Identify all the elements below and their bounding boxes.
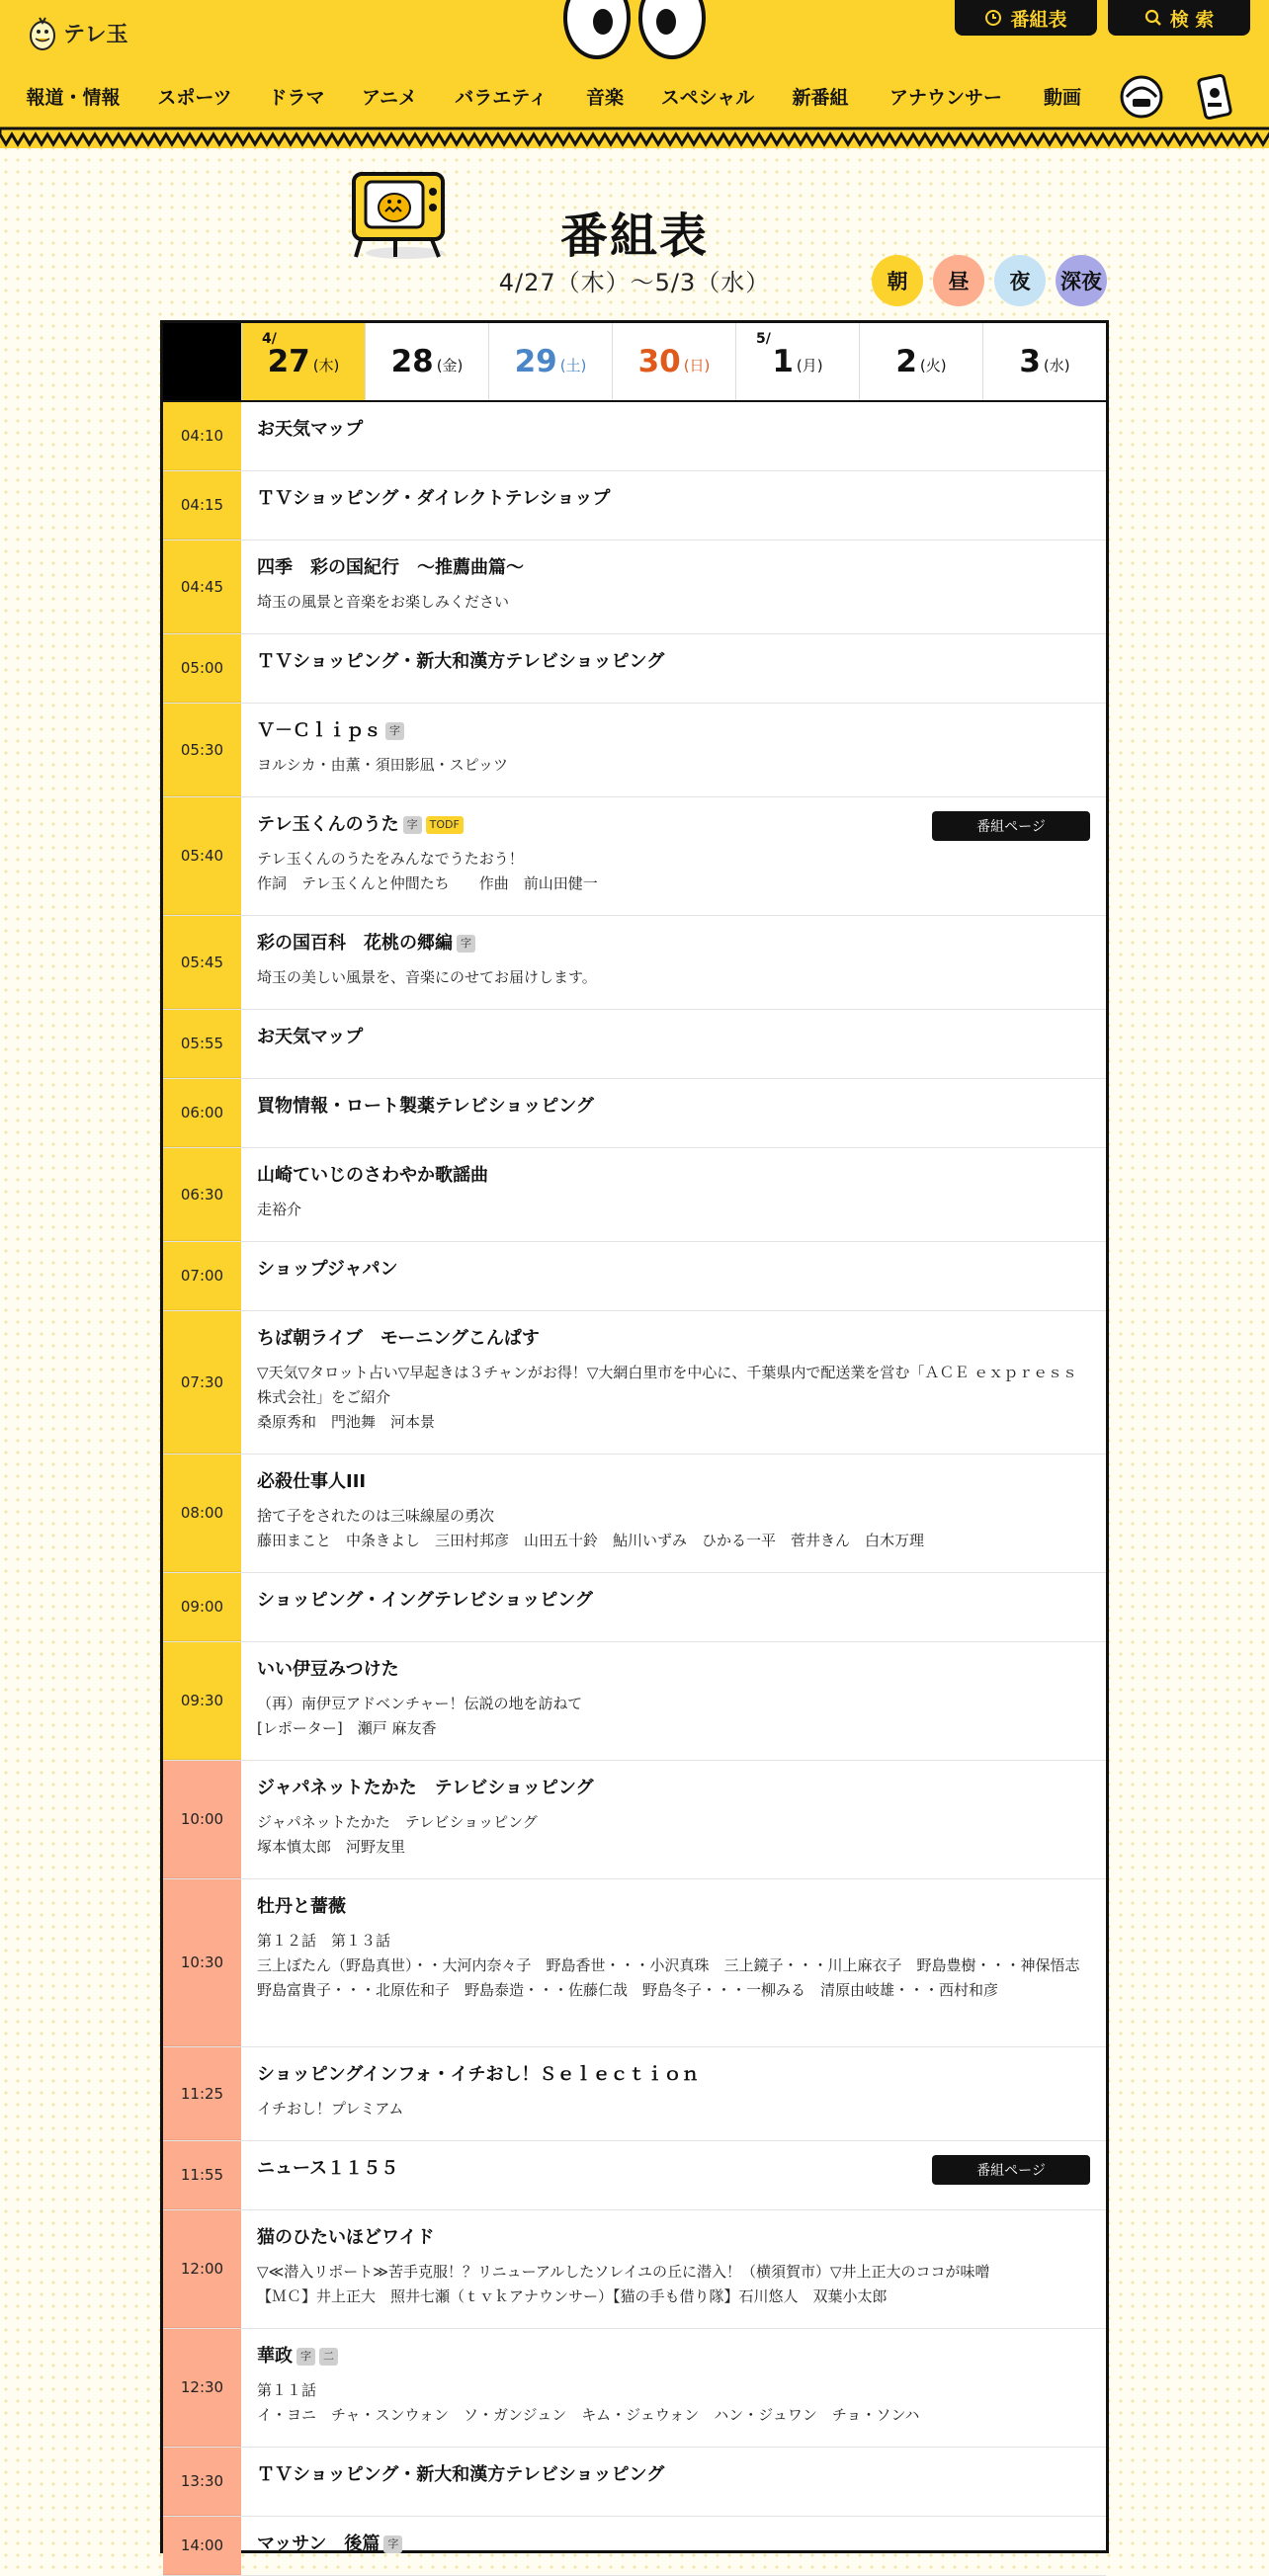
program-row[interactable]	[163, 916, 1106, 1010]
program-title: ＴＶショッピング・新大和漢方テレビショッピング	[257, 2464, 665, 2485]
program-title: ジャパネットたかた テレビショッピング	[257, 1778, 594, 1798]
program-title: マッサン 後篇	[257, 2534, 381, 2554]
program-cell[interactable]	[241, 2448, 1106, 2516]
program-cell[interactable]	[241, 1879, 1106, 2046]
program-row[interactable]	[163, 540, 1106, 634]
program-description: 埼玉の風景と音楽をお楽しみください	[257, 593, 510, 611]
program-time: 11:25	[163, 2047, 241, 2140]
program-cell[interactable]	[241, 540, 1106, 633]
program-cell[interactable]	[241, 1311, 1106, 1454]
search-button[interactable]	[1108, 0, 1250, 36]
program-time: 09:30	[163, 1642, 241, 1760]
day-tab-27[interactable]	[241, 323, 365, 400]
program-title-line	[257, 1895, 1090, 1919]
program-title-line	[257, 1470, 1090, 1494]
program-title-line	[257, 487, 1090, 511]
program-title: 牡丹と薔薇	[257, 1896, 346, 1917]
program-time: 05:00	[163, 634, 241, 703]
day-tabs	[163, 323, 1106, 402]
program-time: 12:00	[163, 2210, 241, 2328]
program-title-line	[257, 2226, 1090, 2250]
program-time: 14:00	[163, 2517, 241, 2575]
program-time: 05:40	[163, 797, 241, 915]
schedule-button[interactable]	[955, 0, 1097, 36]
program-row[interactable]	[163, 1010, 1106, 1079]
day-tab-29[interactable]	[488, 323, 612, 400]
program-description: イチおし！プレミアム	[257, 2100, 404, 2118]
program-title-line	[257, 1658, 1090, 1682]
program-title-line	[257, 1095, 1090, 1119]
program-title: 彩の国百科 花桃の郷編	[257, 933, 453, 954]
day-month: 4/	[262, 331, 277, 347]
program-cell[interactable]	[241, 2329, 1106, 2447]
program-title: 買物情報・ロート製薬テレビショッピング	[257, 1096, 594, 1117]
program-tag: 字	[385, 722, 404, 740]
schedule-button-label: 番組表	[1010, 8, 1067, 31]
tod-latenight-button[interactable]: 深夜	[1056, 255, 1107, 306]
program-title: お天気マップ	[257, 419, 364, 440]
day-tab-1[interactable]	[735, 323, 859, 400]
program-time: 05:45	[163, 916, 241, 1009]
day-tab-3[interactable]	[982, 323, 1106, 400]
program-cell[interactable]	[241, 1010, 1106, 1078]
program-title: 山崎ていじのさわやか歌謡曲	[257, 1165, 488, 1186]
program-cell[interactable]	[241, 634, 1106, 703]
program-row[interactable]	[163, 2448, 1106, 2517]
day-weekday: (金)	[436, 356, 464, 374]
date-range: 4/27（木）〜5/3（水）	[498, 269, 771, 296]
program-cell[interactable]	[241, 797, 1106, 915]
program-title-line	[257, 1327, 1090, 1351]
program-tag: 字	[457, 935, 475, 953]
day-weekday: (土)	[559, 356, 587, 374]
program-description: 埼玉の美しい風景を、音楽にのせてお届けします。	[257, 968, 597, 986]
program-row[interactable]	[163, 1573, 1106, 1642]
day-header-corner	[163, 323, 241, 400]
program-description: 第１１話 イ・ヨニ チャ・スンウォン ソ・ガンジュン キム・ジェウォン ハン・ジュワン チョ・ソンハ	[257, 2381, 920, 2424]
program-row[interactable]	[163, 2047, 1106, 2141]
program-description: ジャパネットたかた テレビショッピング 塚本慎太郎 河野友里	[257, 1813, 538, 1856]
program-title: 四季 彩の国紀行 ～推薦曲篇～	[257, 557, 524, 578]
program-time: 04:15	[163, 471, 241, 540]
program-title: テレ玉くんのうた	[257, 814, 399, 835]
program-row[interactable]	[163, 2329, 1106, 2448]
program-title-line	[257, 2463, 1090, 2487]
program-row[interactable]	[163, 1079, 1106, 1148]
program-time: 04:10	[163, 402, 241, 470]
program-title: ショッピング・イングテレビショッピング	[257, 1590, 593, 1611]
program-cell[interactable]	[241, 2517, 1106, 2575]
program-cell[interactable]	[241, 402, 1106, 470]
program-tag: 字	[383, 2535, 402, 2553]
nav-variety[interactable]: バラエティ	[455, 87, 548, 109]
program-time: 13:30	[163, 2448, 241, 2516]
program-title: ＴＶショッピング・新大和漢方テレビショッピング	[257, 651, 665, 672]
day-weekday: (木)	[312, 356, 340, 374]
program-row[interactable]	[163, 704, 1106, 797]
program-title: お天気マップ	[257, 1027, 364, 1047]
day-number: 30	[637, 344, 681, 379]
day-number: 3	[1019, 344, 1041, 379]
program-title-line	[257, 418, 1090, 442]
program-row[interactable]	[163, 2141, 1106, 2210]
program-row[interactable]	[163, 1879, 1106, 2047]
day-number: 2	[895, 344, 917, 379]
program-title: ＴＶショッピング・ダイレクトテレショップ	[257, 488, 611, 509]
day-number: 27	[267, 344, 310, 379]
search-button-label: 検 索	[1169, 8, 1215, 31]
nav-announcer[interactable]: アナウンサー	[888, 87, 1003, 109]
day-number: 1	[772, 344, 794, 379]
program-page-button[interactable]: 番組ページ	[932, 811, 1090, 841]
program-title-line	[257, 1026, 1090, 1049]
program-title-line	[257, 650, 1090, 674]
day-number: 28	[390, 344, 434, 379]
program-description: ▽天気▽タロット占い▽早起きは３チャンがお得！▽大網白里市を中心に、千葉県内で配送業を営む「ＡＣＥ ｅｘｐｒｅｓｓ株式会社」をご紹介 桑原秀和 門池舞 河本景	[257, 1364, 1078, 1431]
program-title-line	[257, 1589, 1090, 1613]
program-cell[interactable]	[241, 1761, 1106, 1878]
program-tag: TODF	[426, 816, 464, 834]
program-description: 捨て子をされたのは三味線屋の勇次 藤田まこと 中条きよし 三田村邦彦 山田五十鈴 鮎川いずみ ひかる一平 菅井きん 白木万理	[257, 1507, 925, 1549]
program-time: 06:30	[163, 1148, 241, 1241]
program-title-line	[257, 719, 1090, 743]
program-title-line	[257, 1164, 1090, 1188]
nav-video[interactable]: 動画	[1043, 87, 1082, 109]
program-title-line	[257, 2063, 1090, 2087]
program-description: （再）南伊豆アドベンチャー！伝説の地を訪ねて [レポーター] 瀬戸 麻友香	[257, 1695, 583, 1737]
program-cell[interactable]	[241, 1242, 1106, 1310]
program-time: 06:00	[163, 1079, 241, 1147]
tod-morning-button[interactable]: 朝	[872, 255, 923, 306]
day-tab-28[interactable]	[365, 323, 488, 400]
program-time: 12:30	[163, 2329, 241, 2447]
program-row[interactable]	[163, 471, 1106, 540]
program-row[interactable]	[163, 1454, 1106, 1573]
program-cell[interactable]	[241, 471, 1106, 540]
program-title: 必殺仕事人III	[257, 1471, 367, 1492]
program-time: 07:30	[163, 1311, 241, 1454]
program-row[interactable]	[163, 1148, 1106, 1242]
program-title: 華政	[257, 2346, 293, 2367]
program-time: 05:55	[163, 1010, 241, 1078]
program-row[interactable]	[163, 2517, 1106, 2576]
day-weekday: (火)	[919, 356, 947, 374]
program-row[interactable]	[163, 797, 1106, 916]
program-row[interactable]	[163, 402, 1106, 471]
program-title-line	[257, 1258, 1090, 1282]
clock-icon	[984, 9, 1002, 27]
program-title-line	[257, 2533, 1090, 2556]
program-description: 第１２話 第１３話 三上ぼたん（野島真世）・・大河内奈々子 野島香世・・・小沢真珠 三上鏡子・・・川上麻衣子 野島豊樹・・・神保悟志 野島富貴子・・・北原佐和子 野島泰造・・・佐藤仁哉 野島冬子・・・一柳みる 清原由岐雄・・・西村和彦	[257, 1932, 1080, 1999]
program-row[interactable]	[163, 1642, 1106, 1761]
day-weekday: (日)	[683, 356, 711, 374]
program-tag: 字	[296, 2348, 315, 2366]
day-number: 29	[514, 344, 557, 379]
telerama-tsushin-icon[interactable]	[1113, 65, 1170, 123]
program-time: 07:00	[163, 1242, 241, 1310]
program-description: ▽≪潜入リポート≫苦手克服！？リニューアルしたソレイユの丘に潜入！（横須賀市）▽井上正大のココが味噌 【ＭＣ】井上正大 照井七瀬（ｔｖｋアナウンサー）【猫の手も借り隊】石川悠人 双葉小太郎	[257, 2263, 990, 2305]
program-title: ちば朝ライブ モーニングこんぱす	[257, 1328, 540, 1349]
program-cell[interactable]	[241, 704, 1106, 796]
program-tag: 二	[319, 2348, 338, 2366]
schedule-table	[160, 320, 1109, 2553]
program-title-line	[257, 2345, 1090, 2368]
program-cell[interactable]	[241, 1079, 1106, 1147]
program-page-button[interactable]: 番組ページ	[932, 2155, 1090, 2185]
day-month: 5/	[756, 331, 771, 347]
program-tag: 字	[403, 816, 422, 834]
program-cell[interactable]	[241, 1573, 1106, 1641]
program-row[interactable]	[163, 1242, 1106, 1311]
program-cell[interactable]	[241, 1642, 1106, 1760]
program-cell[interactable]	[241, 2210, 1106, 2328]
program-row[interactable]	[163, 1311, 1106, 1454]
program-cell[interactable]	[241, 1148, 1106, 1241]
program-time: 10:30	[163, 1879, 241, 2046]
program-description: ヨルシカ・由薫・須田影凪・スピッツ	[257, 756, 509, 774]
nav-new-programs[interactable]: 新番組	[792, 87, 849, 109]
program-time: 09:00	[163, 1573, 241, 1641]
program-time: 08:00	[163, 1454, 241, 1572]
program-row[interactable]	[163, 1761, 1106, 1879]
program-title-line	[257, 932, 1090, 956]
program-row[interactable]	[163, 2210, 1106, 2329]
mascot-eyes-icon	[559, 0, 710, 63]
program-title: 猫のひたいほどワイド	[257, 2227, 435, 2248]
logo-text: テレ玉	[63, 22, 128, 47]
day-tab-30[interactable]	[612, 323, 735, 400]
tod-night-button[interactable]: 夜	[994, 255, 1046, 306]
program-list	[163, 402, 1106, 2576]
header-zigzag-edge	[0, 128, 1269, 148]
program-time: 10:00	[163, 1761, 241, 1878]
program-title-line	[257, 556, 1090, 580]
page-title: 番組表	[559, 208, 709, 264]
program-row[interactable]	[163, 634, 1106, 704]
nav-special[interactable]: スペシャル	[660, 87, 755, 109]
program-time: 04:45	[163, 540, 241, 633]
program-description: 走裕介	[257, 1201, 302, 1218]
nav-drama[interactable]: ドラマ	[268, 87, 325, 109]
program-title: ショッピングインフォ・イチおし！Ｓｅｌｅｃｔｉｏｎ	[257, 2064, 700, 2085]
program-title: ニュース１１５５	[257, 2158, 399, 2179]
program-cell[interactable]	[241, 1454, 1106, 1572]
program-cell[interactable]	[241, 2047, 1106, 2140]
nav-sports[interactable]: スポーツ	[157, 87, 232, 109]
program-title: いい伊豆みつけた	[257, 1659, 399, 1680]
program-title: Ｖ－Ｃｌｉｐｓ	[257, 720, 381, 741]
chibatele-magazine-icon[interactable]	[1186, 65, 1243, 123]
nav-news[interactable]: 報道・情報	[26, 87, 121, 109]
nav-anime[interactable]: アニメ	[361, 87, 418, 109]
day-tab-2[interactable]	[859, 323, 982, 400]
program-cell[interactable]	[241, 2141, 1106, 2209]
site-header	[0, 0, 1269, 148]
program-cell[interactable]	[241, 916, 1106, 1009]
site-logo[interactable]	[28, 14, 128, 51]
day-weekday: (水)	[1043, 356, 1070, 374]
program-title-line	[257, 1777, 1090, 1800]
program-time: 11:55	[163, 2141, 241, 2209]
program-description: テレ玉くんのうたをみんなでうたおう！ 作詞 テレ玉くんと仲間たち 作曲 前山田健一	[257, 850, 598, 892]
nav-music[interactable]: 音楽	[585, 87, 625, 109]
teletama-mascot-icon	[28, 14, 57, 51]
day-weekday: (月)	[796, 356, 823, 374]
search-icon	[1144, 9, 1162, 27]
program-time: 05:30	[163, 704, 241, 796]
tod-noon-button[interactable]: 昼	[933, 255, 984, 306]
program-title: ショップジャパン	[257, 1259, 398, 1280]
main-nav	[0, 83, 1269, 117]
